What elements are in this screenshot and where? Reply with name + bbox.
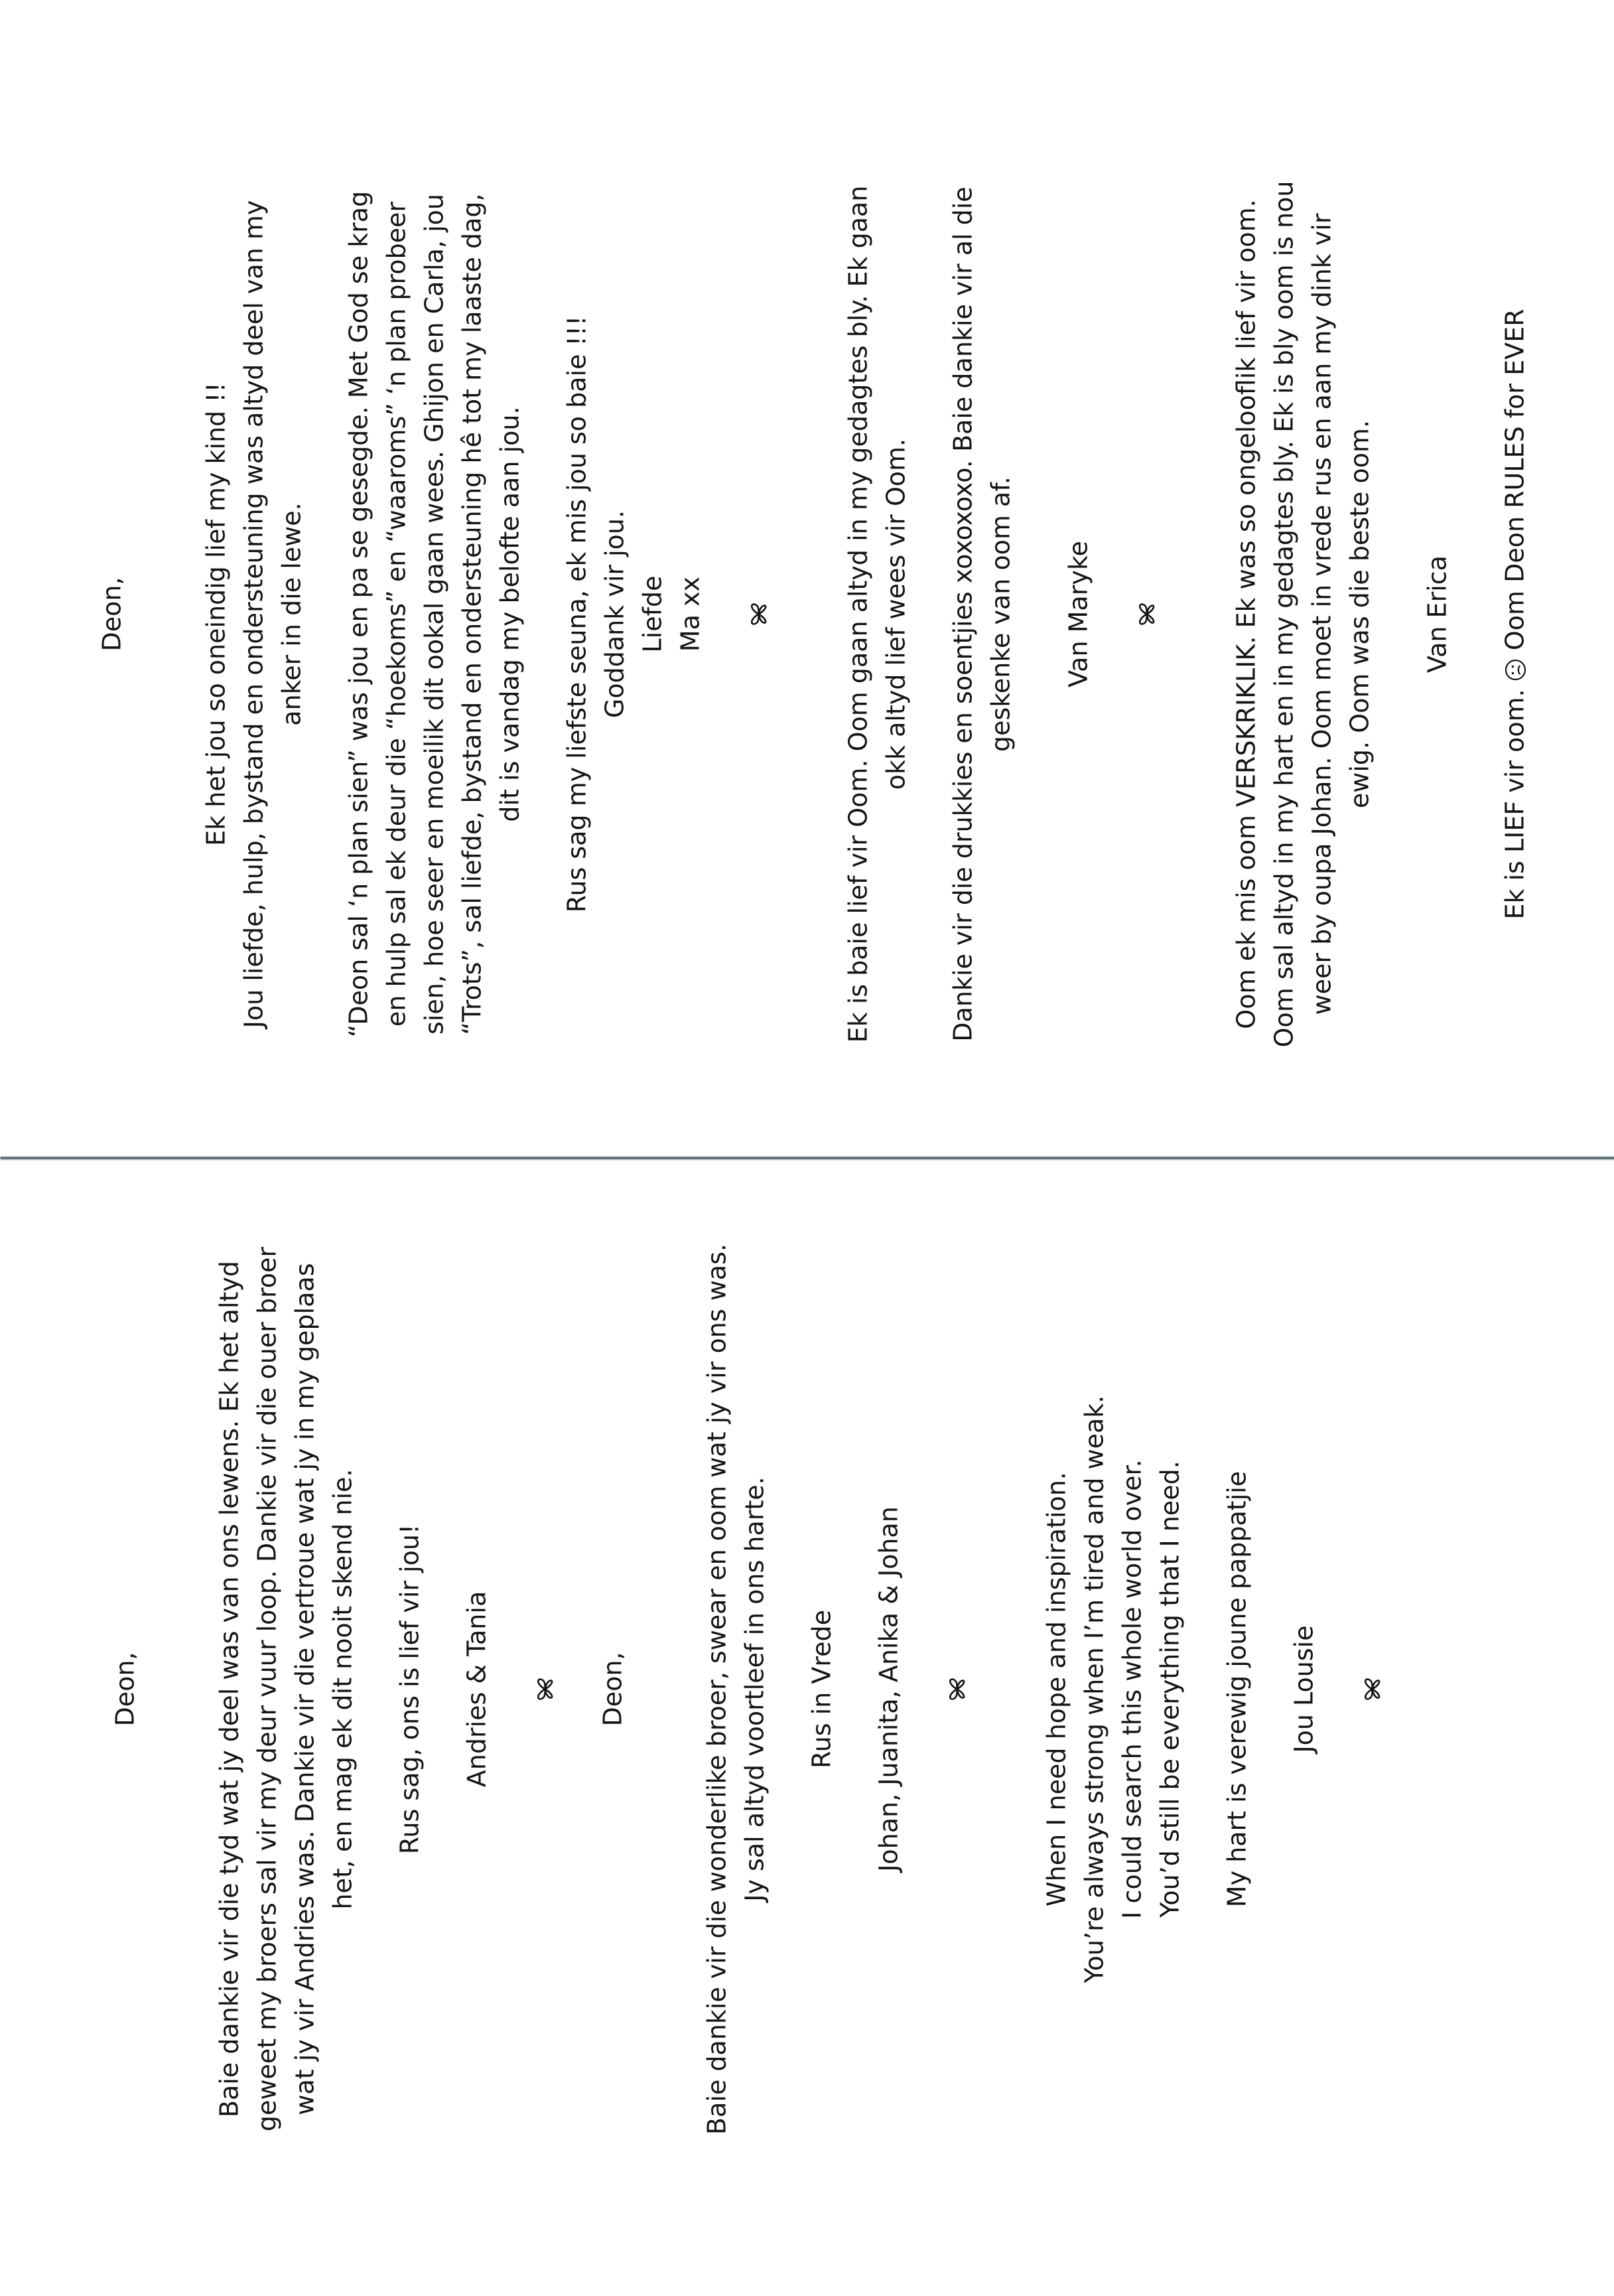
message-3-poem	[1038, 1241, 1189, 2137]
butterfly-icon	[1357, 1241, 1386, 2137]
message-1-closing: Rus sag, ons is lief vir jou!	[395, 1524, 424, 1854]
message-3-closing: My hart is verewig joune pappatjie	[1222, 1471, 1251, 1907]
closing-line: Liefde	[638, 575, 667, 652]
message-6-closing	[1496, 179, 1534, 1048]
fold-line	[0, 1156, 1614, 1160]
poem-line: I could search this whole world over.	[1117, 1459, 1146, 1919]
butterfly-icon	[942, 1241, 971, 2137]
message-1-greeting: Deon,	[110, 1651, 139, 1727]
message-1-signature: Andries & Tania	[462, 1591, 491, 1787]
closing-line: Goddank vir jou.	[600, 510, 629, 718]
message-4-line-1: Ek het jou so oneindig lief my kind !!	[201, 382, 230, 846]
butterfly-icon	[1132, 179, 1161, 1048]
message-5-signature: Van Maryke	[1063, 540, 1093, 687]
message-4-line-3: “Deon sal ‘n plan sien” was jou en pa se gesegde. Met God se krag en hulp sal ek deur die “hoekoms” en “waaroms” ‘n plan probeer sien, hoe seer en moeilik dit ookal gaan wees. Ghijon en Carla, jou “Trots”, sal liefde, bystand en ondersteuning hê tot my laaste dag, dit is vandag my belofte aan jou.	[344, 190, 524, 1037]
message-6-body: Oom ek mis oom VERSKRIKLIK. Ek was so ongelooflik lief vir oom. Oom sal altyd in my hart en in my gedagtes bly. Ek is bly oom is nou weer by oupa Johan. Oom moet in vrede rus en aan my dink vir ewig. Oom was die beste oom.	[1231, 180, 1374, 1047]
message-2-closing: Rus in Vrede	[807, 1609, 836, 1768]
message-1-body: Baie dankie vir die tyd wat jy deel was van ons lewens. Ek het altyd geweet my broers sal vir my deur vuur loop. Dankie vir die ouer broer wat jy vir Andries was. Dankie vir die vertroue wat jy in my geplaas het, en mag ek dit nooit skend nie.	[214, 1246, 357, 2131]
message-4-closing	[558, 179, 709, 1048]
message-2-signature: Johan, Juanita, Anika & Johan	[874, 1506, 903, 1872]
closing-text-start: Ek is LIEF vir oom.	[1500, 688, 1529, 920]
left-panel	[0, 1148, 1614, 2296]
butterfly-icon	[530, 1241, 559, 2137]
message-5-line-2: Dankie vir die drukkies en soentjies xoxoxoxo. Baie dankie vir al die geskenke van oom af.	[948, 186, 1015, 1042]
closing-text-end: Oom Deon RULES for EVER	[1500, 308, 1529, 650]
closing-line: Ma xx	[675, 576, 705, 652]
poem-line: When I need hope and inspiration.	[1042, 1471, 1071, 1906]
poem-line: You’re always strong when I’m tired and weak.	[1079, 1395, 1109, 1983]
butterfly-icon	[744, 179, 773, 1048]
closing-line: Rus sag my liefste seuna, ek mis jou so baie !!!	[562, 315, 591, 912]
message-2-body: Baie dankie vir die wonderlike broer, swear en oom wat jy vir ons was. Jy sal altyd voortleef in ons harte.	[702, 1243, 769, 2135]
message-2-greeting: Deon,	[598, 1651, 627, 1727]
message-3-signature: Jou Lousie	[1289, 1624, 1318, 1753]
poem-line: You’d still be everything that I need.	[1155, 1460, 1184, 1918]
message-4-greeting: Deon,	[97, 576, 126, 652]
message-6-signature: Van Erica	[1422, 555, 1451, 673]
message-4-line-2: Jou liefde, hulp, bystand en ondersteuning was altyd deel van my anker in die lewe.	[239, 200, 306, 1028]
sad-face-icon	[1504, 658, 1526, 681]
message-5-line-1: Ek is baie lief vir Oom. Oom gaan altyd in my gedagtes bly. Ek gaan okk altyd lief wees vir Oom.	[843, 185, 910, 1042]
